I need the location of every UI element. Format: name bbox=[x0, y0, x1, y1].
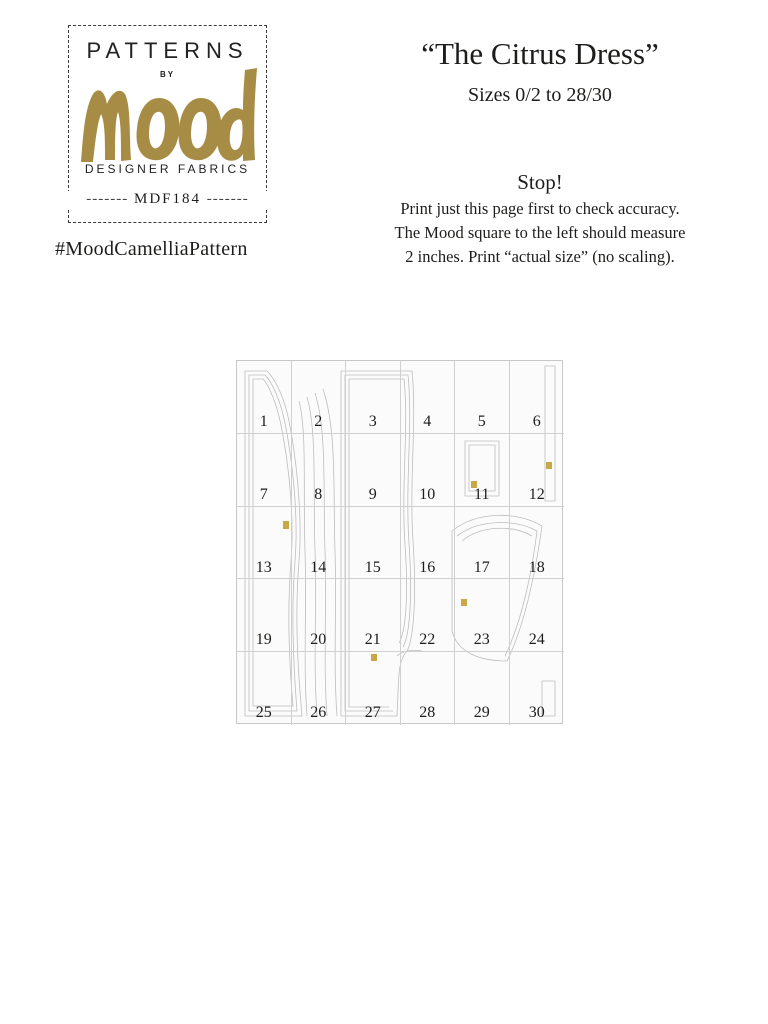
page-number: 9 bbox=[368, 485, 377, 503]
page-cell bbox=[401, 361, 456, 434]
instruction-line: Print just this page first to check accuracy. bbox=[400, 199, 680, 218]
page-number: 27 bbox=[364, 704, 381, 722]
page-number: 24 bbox=[528, 631, 545, 649]
page-number: 8 bbox=[314, 485, 323, 503]
page-cell bbox=[292, 652, 347, 725]
page-cell bbox=[455, 507, 510, 580]
page-number: 6 bbox=[532, 413, 541, 430]
page-cell bbox=[510, 579, 565, 652]
page-cell bbox=[510, 361, 565, 434]
page-number: 19 bbox=[255, 631, 272, 649]
instruction-line: 2 inches. Print “actual size” (no scaling). bbox=[405, 247, 675, 266]
page-cell bbox=[510, 507, 565, 580]
pattern-hashtag: #MoodCamelliaPattern bbox=[55, 238, 248, 260]
page-cell bbox=[292, 434, 347, 507]
page-cell bbox=[237, 579, 292, 652]
page-number: 17 bbox=[473, 558, 490, 576]
page-number: 11 bbox=[474, 485, 490, 503]
page-number: 7 bbox=[259, 485, 268, 503]
page-number: 2 bbox=[314, 413, 323, 430]
page-number: 22 bbox=[419, 631, 436, 649]
page-cell bbox=[237, 434, 292, 507]
page-cell bbox=[510, 652, 565, 725]
page-cell bbox=[237, 361, 292, 434]
page-cell bbox=[237, 652, 292, 725]
page-cell bbox=[401, 434, 456, 507]
page-cell bbox=[401, 507, 456, 580]
page-cell bbox=[455, 579, 510, 652]
page-number: 16 bbox=[419, 558, 436, 576]
logo-patterns-text: PATTERNS bbox=[86, 38, 249, 63]
page-number-grid bbox=[237, 361, 564, 725]
page-cell bbox=[401, 652, 456, 725]
page-number: 21 bbox=[364, 631, 381, 649]
logo-pattern-code: ------- MDF184 ------- bbox=[67, 191, 268, 208]
page-cell bbox=[510, 434, 565, 507]
pattern-title: “The Citrus Dress” bbox=[421, 36, 659, 71]
page-number: 12 bbox=[528, 485, 545, 503]
logo-designer-fabrics-text: DESIGNER FABRICS bbox=[84, 162, 251, 176]
page-number: 30 bbox=[528, 704, 545, 722]
page-number: 15 bbox=[364, 558, 381, 576]
page-cell bbox=[455, 434, 510, 507]
page-number: 4 bbox=[423, 413, 432, 430]
page-cell bbox=[346, 652, 401, 725]
page-number: 23 bbox=[473, 631, 490, 649]
pattern-sizes: Sizes 0/2 to 28/30 bbox=[468, 84, 612, 106]
page-cell bbox=[292, 507, 347, 580]
pattern-code-text: MDF184 bbox=[133, 191, 201, 207]
page-cell bbox=[455, 652, 510, 725]
mood-logo-square bbox=[68, 25, 267, 223]
page-cell bbox=[455, 361, 510, 434]
mood-logo-graphic bbox=[75, 64, 263, 166]
page-cell bbox=[346, 579, 401, 652]
page-number: 29 bbox=[473, 704, 490, 722]
page-cell bbox=[346, 507, 401, 580]
page-number: 10 bbox=[419, 485, 436, 503]
page-cell bbox=[237, 507, 292, 580]
page-layout-diagram bbox=[236, 360, 563, 724]
page-cell bbox=[401, 579, 456, 652]
page-number: 26 bbox=[310, 704, 327, 722]
page-number: 20 bbox=[310, 631, 327, 649]
page-number: 25 bbox=[255, 704, 272, 722]
page-cell bbox=[346, 361, 401, 434]
page-number: 14 bbox=[310, 558, 327, 576]
print-instructions bbox=[356, 197, 724, 269]
page-cell bbox=[292, 579, 347, 652]
page-number: 18 bbox=[528, 558, 545, 576]
stop-heading: Stop! bbox=[517, 170, 563, 194]
page-cell bbox=[292, 361, 347, 434]
instruction-line: The Mood square to the left should measure bbox=[394, 223, 686, 242]
page-number: 1 bbox=[259, 413, 268, 430]
logo-by-text: BY bbox=[159, 70, 176, 79]
page-number: 3 bbox=[368, 413, 377, 430]
page-number: 13 bbox=[255, 558, 272, 576]
page-cell bbox=[346, 434, 401, 507]
page-number: 28 bbox=[419, 704, 436, 722]
page-number: 5 bbox=[477, 413, 486, 430]
